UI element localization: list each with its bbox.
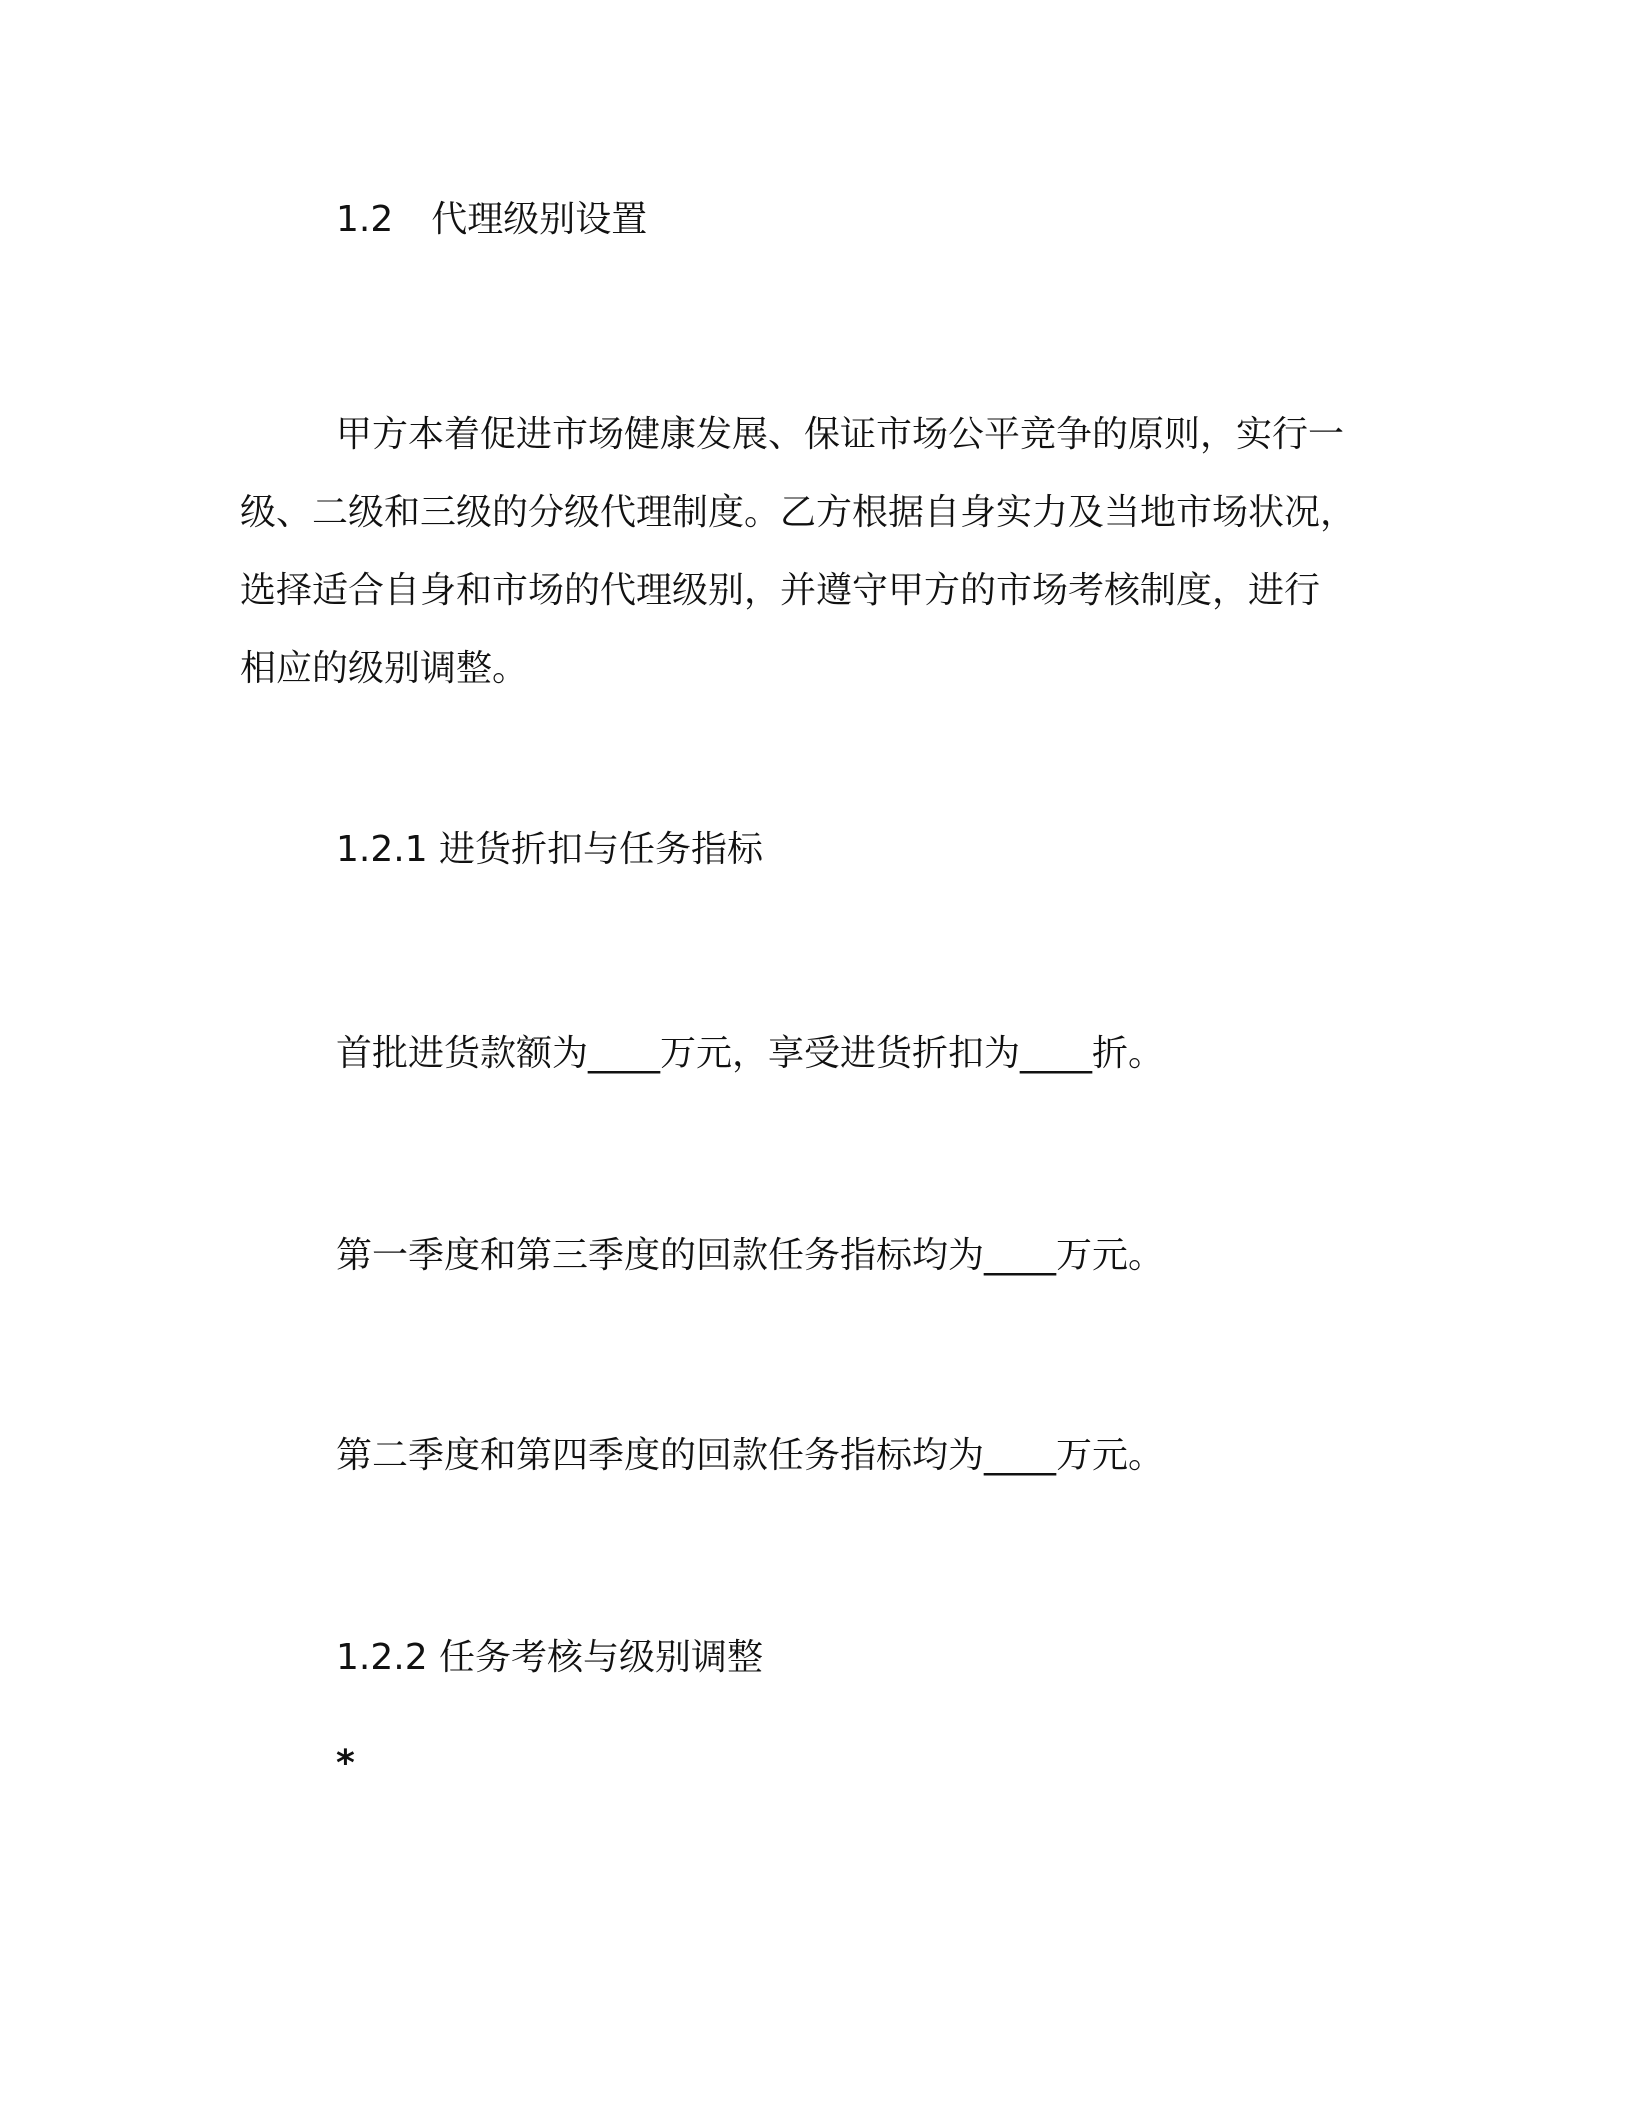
- section-number: 1.2: [336, 199, 394, 240]
- paragraph-line: 相应的级别调整。: [240, 648, 529, 689]
- section-title: 代理级别设置: [431, 199, 648, 240]
- clause-q1-q3-target: 第一季度和第三季度的回款任务指标均为____万元。: [336, 1235, 1165, 1276]
- bullet-marker: *: [336, 1743, 355, 1784]
- paragraph-line: 级、二级和三级的分级代理制度。乙方根据自身实力及当地市场状况，: [240, 492, 1357, 533]
- clause-first-purchase: 首批进货款额为____万元，享受进货折扣为____折。: [336, 1033, 1165, 1074]
- intro-paragraph: [240, 396, 1400, 708]
- section-heading-1-2-1: 1.2.1 进货折扣与任务指标: [336, 829, 764, 870]
- section-heading-1-2-2: 1.2.2 任务考核与级别调整: [336, 1637, 764, 1678]
- section-heading-1-2: [336, 196, 647, 244]
- paragraph-line: 选择适合自身和市场的代理级别，并遵守甲方的市场考核制度，进行: [240, 570, 1321, 611]
- paragraph-line: 甲方本着促进市场健康发展、保证市场公平竞争的原则，实行一: [336, 414, 1345, 455]
- clause-q2-q4-target: 第二季度和第四季度的回款任务指标均为____万元。: [336, 1435, 1165, 1476]
